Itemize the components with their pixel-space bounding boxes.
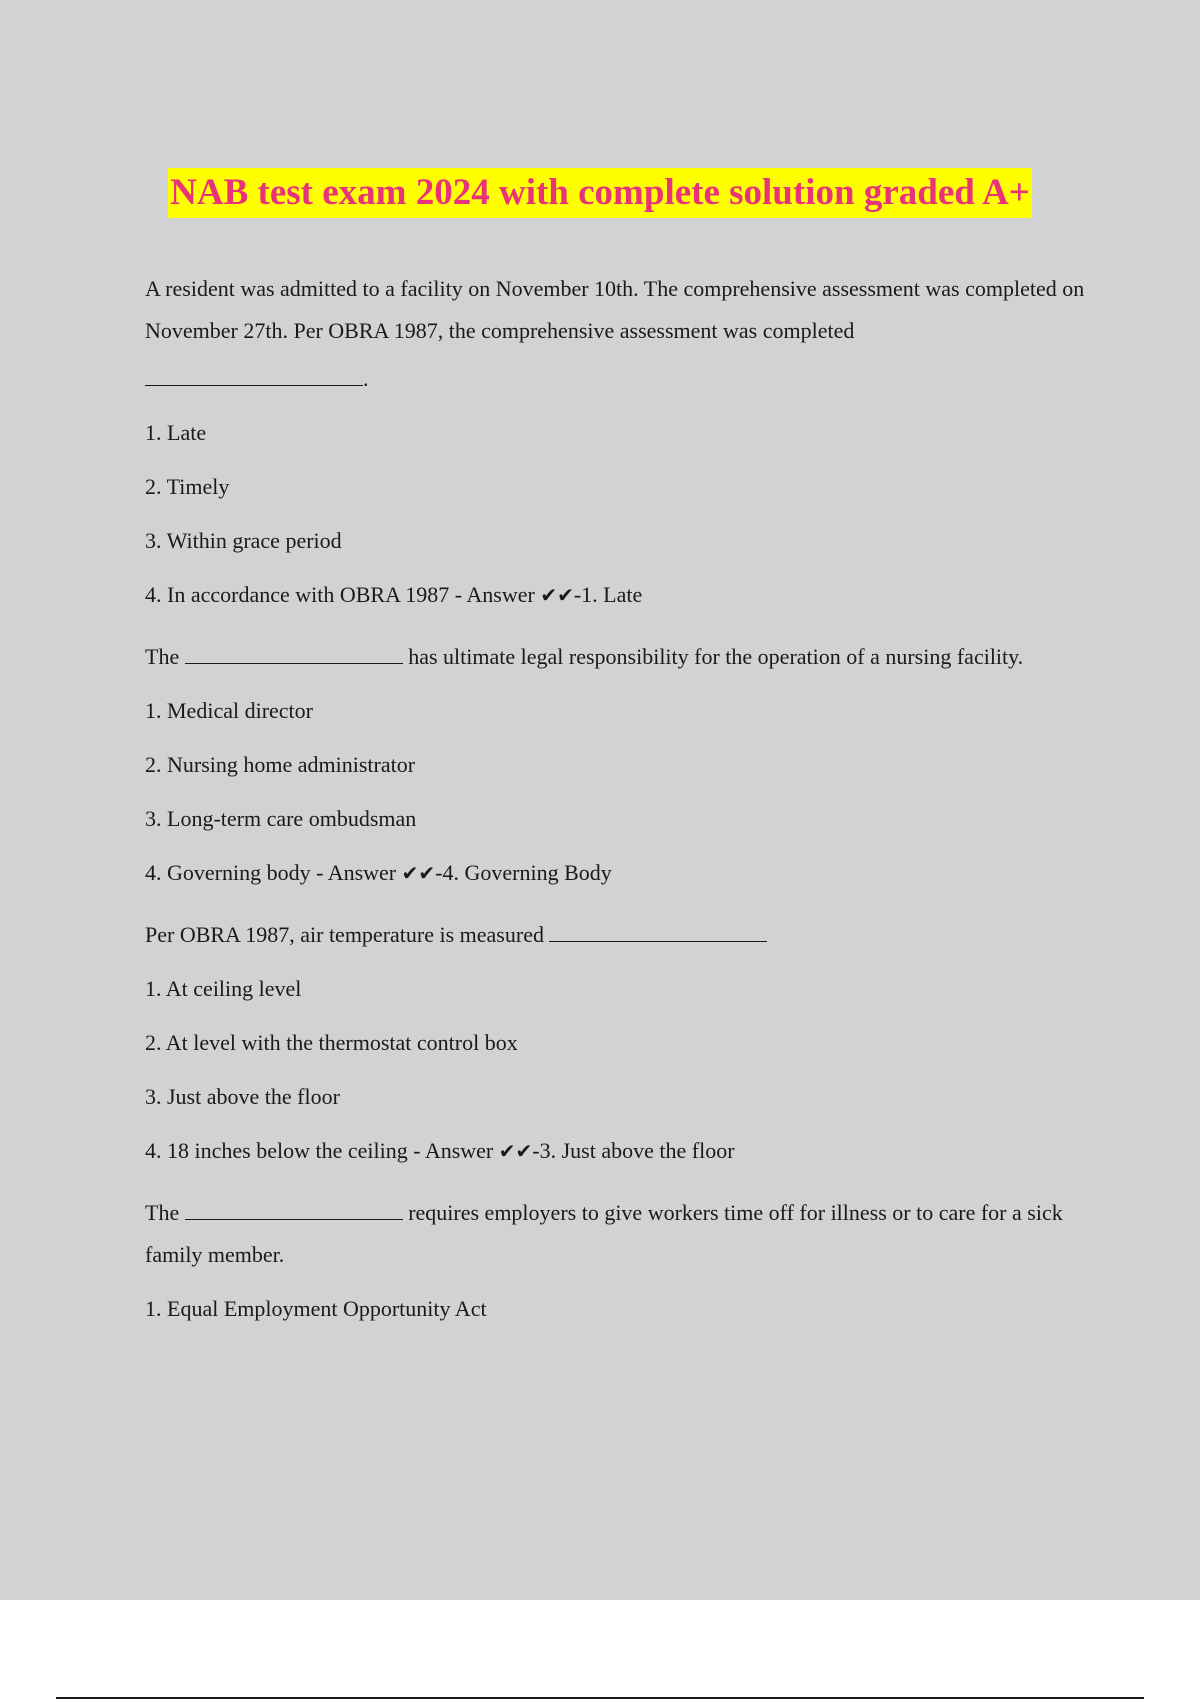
- option-item: 2. Nursing home administrator: [145, 752, 416, 777]
- stem-prefix: The: [145, 1200, 180, 1225]
- stem-suffix: .: [363, 366, 369, 391]
- document-content: [145, 268, 1095, 1324]
- option-text: 4. In accordance with OBRA 1987 - Answer: [145, 582, 535, 607]
- option-item-with-answer: [145, 1136, 1095, 1166]
- question-stem: [145, 914, 1095, 956]
- answer-blank: [185, 641, 403, 664]
- question-2: [145, 636, 1095, 888]
- stem-prefix: The: [145, 644, 180, 669]
- option-text: 4. 18 inches below the ceiling - Answer: [145, 1138, 494, 1163]
- option-item: 1. Medical director: [145, 698, 313, 723]
- stem-prefix: Per OBRA 1987, air temperature is measured: [145, 922, 544, 947]
- stem-text: A resident was admitted to a facility on November 10th. The comprehensive assessment was completed on November 27th. Per OBRA 1987, the comprehensive assessment was completed: [145, 276, 1085, 343]
- option-item: 3. Just above the floor: [145, 1084, 340, 1109]
- double-check-icon: ✔✔: [401, 861, 436, 885]
- document-title: NAB test exam 2024 with complete solution graded A+: [168, 168, 1032, 218]
- option-item: 2. Timely: [145, 474, 230, 499]
- stem-suffix: requires employers to give workers time off for illness or to care for a sick family member.: [145, 1200, 1063, 1267]
- option-item-with-answer: [145, 580, 1095, 610]
- question-stem: [145, 1192, 1095, 1276]
- answer-text: -1. Late: [573, 582, 643, 607]
- option-item-with-answer: [145, 858, 1095, 888]
- title-container: [0, 168, 1200, 218]
- question-1: [145, 268, 1095, 610]
- question-stem: [145, 636, 1095, 678]
- answer-blank-line: [145, 358, 1095, 400]
- answer-text: -3. Just above the floor: [532, 1138, 735, 1163]
- option-item: 1. At ceiling level: [145, 976, 302, 1001]
- double-check-icon: ✔✔: [498, 1139, 533, 1163]
- answer-blank: [145, 363, 363, 386]
- option-item: 3. Within grace period: [145, 528, 342, 553]
- option-item: 1. Late: [145, 420, 207, 445]
- footer-divider: [56, 1697, 1144, 1699]
- option-text: 4. Governing body - Answer: [145, 860, 397, 885]
- option-item: 2. At level with the thermostat control box: [145, 1030, 518, 1055]
- answer-blank: [549, 919, 767, 942]
- stem-suffix: has ultimate legal responsibility for the operation of a nursing facility.: [408, 644, 1024, 669]
- double-check-icon: ✔✔: [540, 583, 574, 607]
- option-item: 3. Long-term care ombudsman: [145, 806, 417, 831]
- question-3: [145, 914, 1095, 1166]
- question-4: [145, 1192, 1095, 1324]
- answer-text: -4. Governing Body: [435, 860, 612, 885]
- option-item: 1. Equal Employment Opportunity Act: [145, 1296, 487, 1321]
- question-stem: [145, 268, 1095, 400]
- answer-blank: [185, 1197, 403, 1220]
